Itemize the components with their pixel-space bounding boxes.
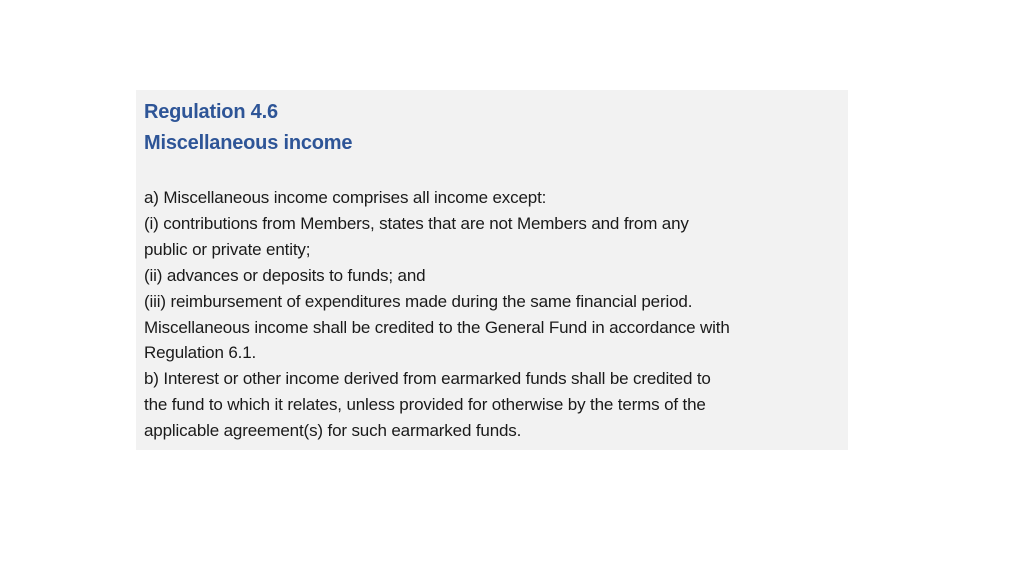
spacer xyxy=(144,159,840,185)
body-line: a) Miscellaneous income comprises all income except: xyxy=(144,188,547,207)
body-line: the fund to which it relates, unless provided for otherwise by the terms of the xyxy=(144,395,706,415)
regulation-title: Miscellaneous income xyxy=(144,132,353,154)
regulation-text-box xyxy=(136,90,848,450)
body-line: (ii) advances or deposits to funds; and xyxy=(144,265,426,285)
body-line: Miscellaneous income shall be credited to the General Fund in accordance with xyxy=(144,317,730,337)
body-line: applicable agreement(s) for such earmarked funds. xyxy=(144,421,522,441)
regulation-number: Regulation 4.6 xyxy=(144,101,278,123)
body-line: Regulation 6.1. xyxy=(144,343,257,363)
body-line: (iii) reimbursement of expenditures made during the same financial period. xyxy=(144,291,693,311)
body-line: b) Interest or other income derived from earmarked funds shall be credited to xyxy=(144,369,711,389)
body-line: (i) contributions from Members, states that are not Members and from any xyxy=(144,213,689,233)
body-line: public or private entity; xyxy=(144,239,311,259)
